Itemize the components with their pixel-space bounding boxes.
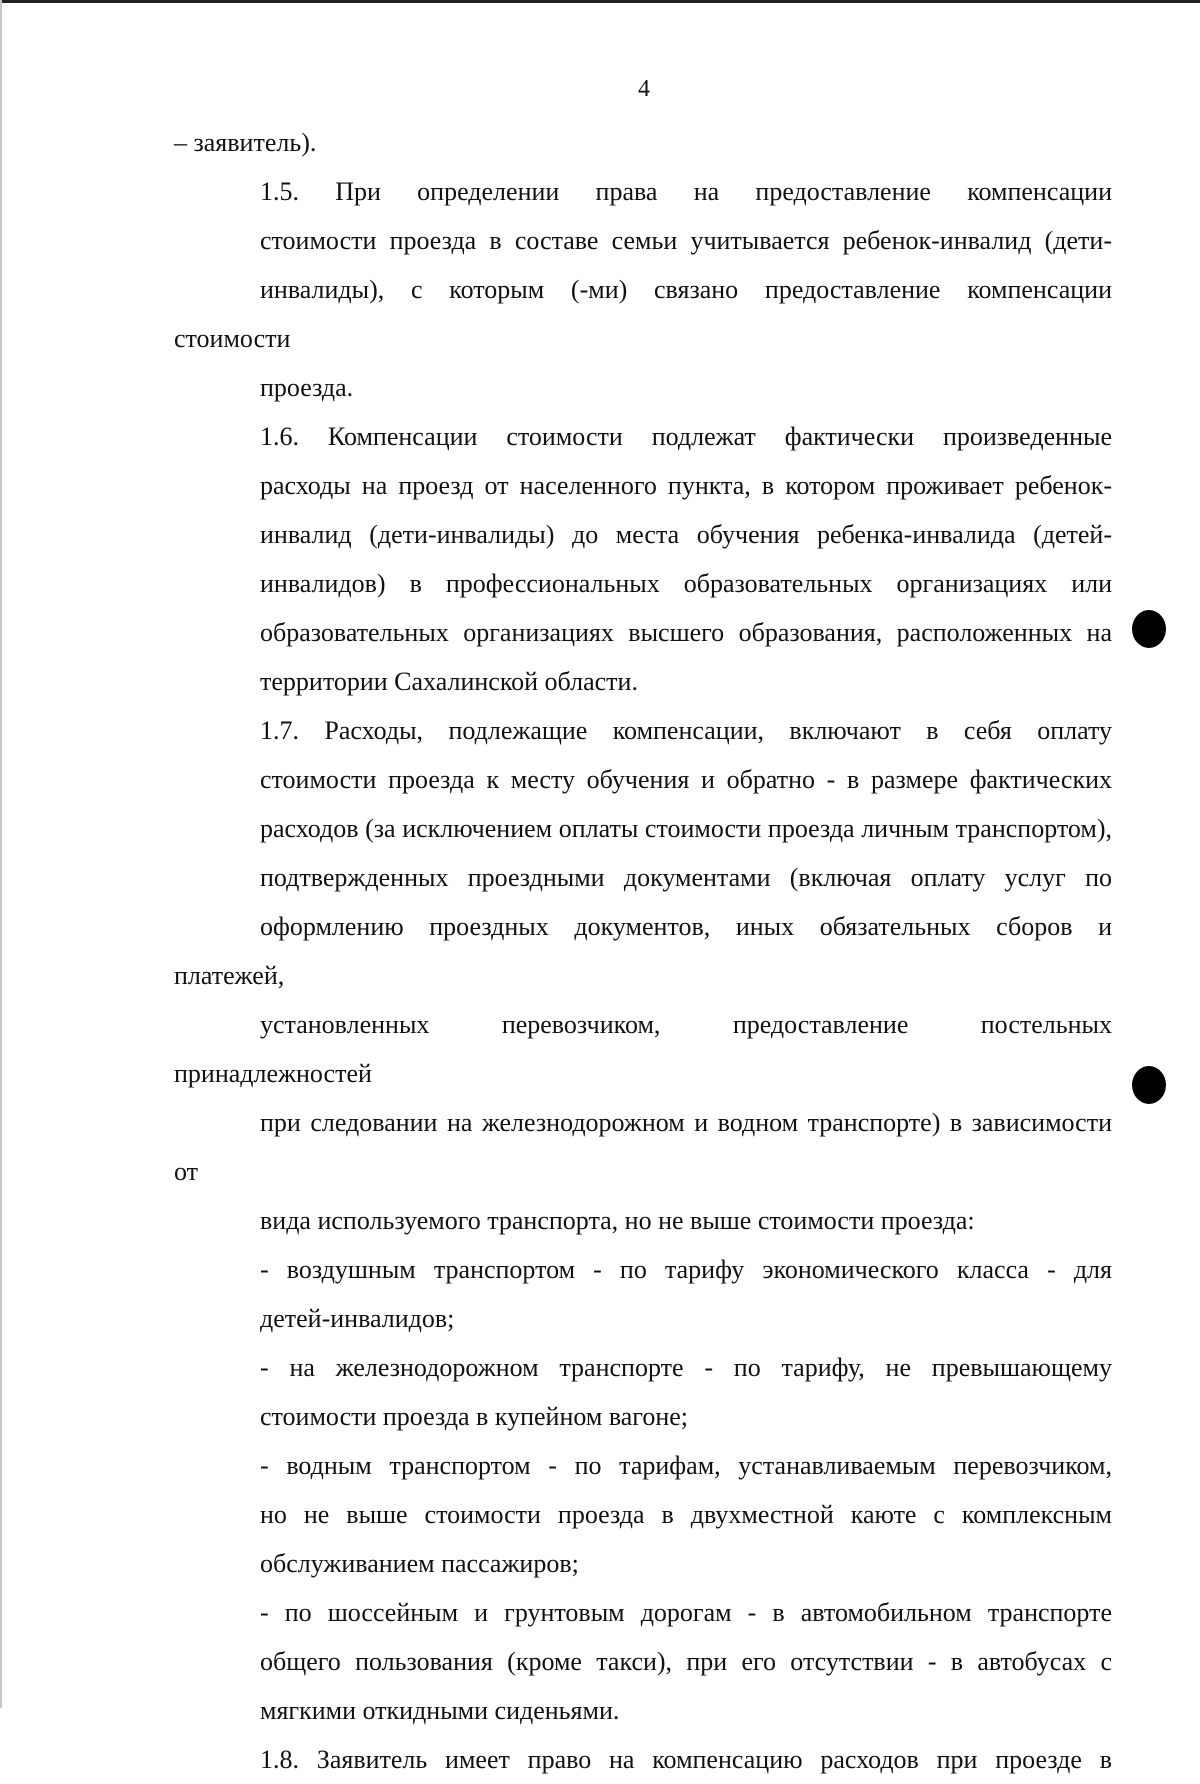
text-line: установленных перевозчиком, предоставление постельных принадлежностей	[174, 1010, 1112, 1088]
paragraph-1-8	[174, 1735, 1112, 1784]
text-line: 1.8. Заявитель имеет право на компенсацию расходов при проезде в	[260, 1745, 1112, 1774]
text-line: – заявитель).	[174, 128, 317, 157]
list-item-water-transport	[174, 1441, 1112, 1588]
paragraph-1-6	[174, 412, 1112, 706]
paragraph-1-7	[174, 706, 1112, 1245]
text-line: инвалиды), с которым (-ми) связано предоставление компенсации стоимости	[174, 275, 1112, 353]
paragraph-1-5	[174, 167, 1112, 412]
page-number: 4	[638, 76, 650, 102]
text-line: 1.5. При определении права на предоставление компенсации	[260, 177, 1112, 206]
text-line: мягкими откидными сиденьями.	[260, 1696, 620, 1725]
text-line: обслуживанием пассажиров;	[260, 1549, 579, 1578]
list-item-rail-transport	[174, 1343, 1112, 1441]
text-line: стоимости проезда в купейном вагоне;	[260, 1402, 688, 1431]
text-line: инвалид (дети-инвалиды) до места обучения ребенка-инвалида (детей-	[260, 520, 1112, 549]
text-line: стоимости проезда к месту обучения и обратно - в размере фактических	[260, 765, 1112, 794]
text-line: при следовании на железнодорожном и водном транспорте) в зависимости от	[174, 1108, 1112, 1186]
text-line: детей-инвалидов;	[260, 1304, 455, 1333]
binding-hole-mark	[1132, 1066, 1166, 1104]
text-line: общего пользования (кроме такси), при его отсутствии - в автобусах с	[260, 1647, 1112, 1676]
text-line: расходов (за исключением оплаты стоимости проезда личным транспортом),	[260, 814, 1112, 843]
text-line: территории Сахалинской области.	[260, 667, 638, 696]
text-line: 1.6. Компенсации стоимости подлежат фактически произведенные	[260, 422, 1112, 451]
text-line: - на железнодорожном транспорте - по тарифу, не превышающему	[260, 1353, 1112, 1382]
document-body	[174, 118, 1112, 1784]
list-item-air-transport	[174, 1245, 1112, 1343]
text-line: инвалидов) в профессиональных образовательных организациях или	[260, 569, 1112, 598]
text-line: оформлению проездных документов, иных обязательных сборов и платежей,	[174, 912, 1112, 990]
left-border-line	[0, 0, 2, 1708]
text-line: стоимости проезда в составе семьи учитывается ребенок-инвалид (дети-	[260, 226, 1112, 255]
text-line: образовательных организациях высшего образования, расположенных на	[260, 618, 1112, 647]
text-line: но не выше стоимости проезда в двухместной каюте с комплексным	[260, 1500, 1112, 1529]
text-line: - водным транспортом - по тарифам, устанавливаемым перевозчиком,	[260, 1451, 1112, 1480]
binding-hole-mark	[1132, 610, 1166, 648]
list-item-road-transport	[174, 1588, 1112, 1735]
paragraph-1-4-end	[174, 118, 1112, 167]
text-line: - воздушным транспортом - по тарифу экономического класса - для	[260, 1255, 1112, 1284]
top-border-line	[0, 0, 1200, 3]
text-line: 1.7. Расходы, подлежащие компенсации, включают в себя оплату	[260, 716, 1112, 745]
text-line: расходы на проезд от населенного пункта, в котором проживает ребенок-	[260, 471, 1112, 500]
text-line: вида используемого транспорта, но не выше стоимости проезда:	[260, 1206, 975, 1235]
text-line: подтвержденных проездными документами (включая оплату услуг по	[260, 863, 1112, 892]
text-line: проезда.	[260, 373, 354, 402]
text-line: - по шоссейным и грунтовым дорогам - в автомобильном транспорте	[260, 1598, 1112, 1627]
